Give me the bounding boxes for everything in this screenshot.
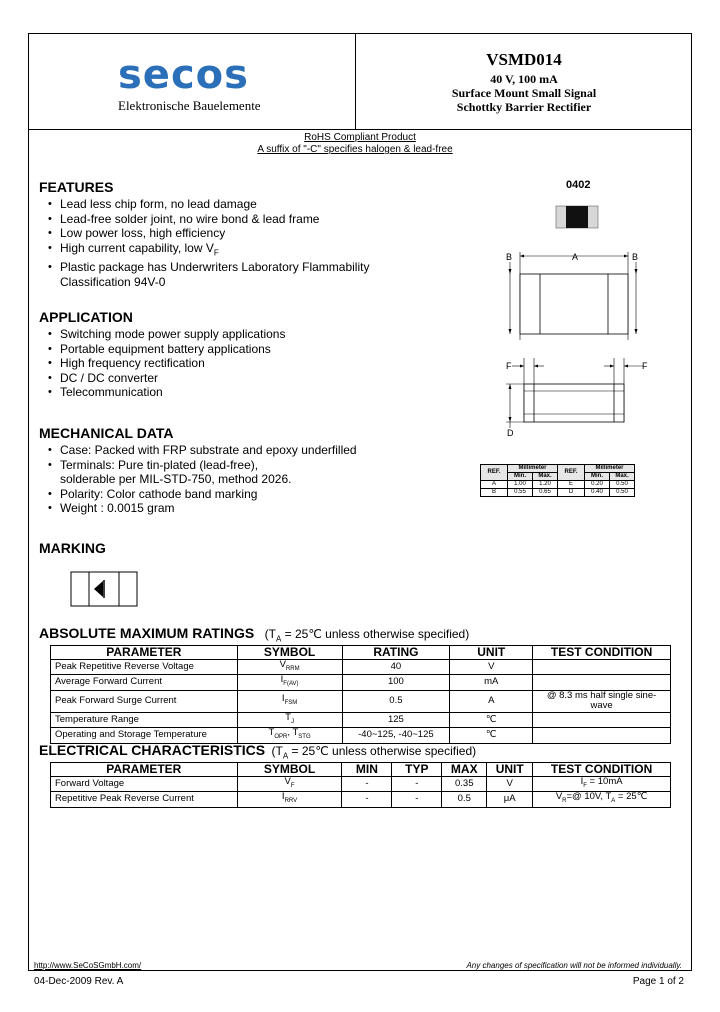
table-row: Temperature Range $T_J$ 125 ℃	[51, 712, 671, 727]
dim-label-b-right: B	[632, 252, 639, 262]
abs-max-table: PARAMETER SYMBOL RATING UNIT TEST CONDITION Peak Repetitive Reverse Voltage $V_{RRM}$ 40 V Average Forward Current $I_{F(AV)}$ 100 mA Peak Forward Surge Current $I_{FSM}$ 0.5 A @ 8.3 ms half single sine-wave Temperature Range $T_J$ 125 ℃ Operating and Storage Temperature $T_{OPR}$, $T_{STG}$ -40~125, -40~125 ℃	[50, 645, 671, 744]
feature-item: • Lead less chip form, no lead damage	[48, 197, 369, 212]
feature-item: • Plastic package has Underwriters Laboratory Flammability Classification 94V-0	[48, 260, 369, 289]
dim-header-max: Max.	[533, 473, 558, 481]
table-row: Operating and Storage Temperature $T_{OPR}$, $T_{STG}$ -40~125, -40~125 ℃	[51, 728, 671, 743]
dim-label-d: D	[507, 428, 514, 438]
application-item: • Portable equipment battery applications	[48, 342, 285, 357]
application-list	[48, 327, 285, 400]
application-item: • DC / DC converter	[48, 371, 285, 386]
dim-header-ref-2: REF.	[558, 465, 585, 481]
mechanical-item: • Case: Packed with FRP substrate and epoxy underfilled	[48, 443, 357, 458]
elec-table: PARAMETER SYMBOL MIN TYP MAX UNIT TEST CONDITION Forward Voltage $V_F$ - - 0.35 V $I_F = 10mA$ Repetitive Peak Reverse Current $I_{RRV}$ - - 0.5 μA $V_R=@$ 10V, $T_A$ = 25℃	[50, 762, 671, 808]
mechanical-title: MECHANICAL DATA	[39, 425, 174, 441]
table-row: A 1.00 1.20 E 0.20 0.50	[481, 481, 635, 489]
part-desc-2: Schottky Barrier Rectifier	[456, 100, 592, 114]
footer-date: 04-Dec-2009 Rev. A	[34, 976, 124, 987]
features-list	[48, 197, 369, 289]
dim-header-max-2: Max.	[610, 473, 635, 481]
dim-header-mm: Millimeter	[508, 465, 558, 473]
table-row: Repetitive Peak Reverse Current $I_{RRV}$ - - 0.5 μA $V_R=@$ 10V, $T_A$ = 25℃	[51, 792, 671, 807]
elec-title: ELECTRICAL CHARACTERISTICS	[39, 742, 266, 758]
marking-diagram	[70, 571, 138, 607]
application-item: • High frequency rectification	[48, 356, 285, 371]
part-desc-1: Surface Mount Small Signal	[451, 86, 597, 100]
abs-max-title: ABSOLUTE MAXIMUM RATINGS	[39, 625, 255, 641]
mechanical-item: • Weight : 0.0015 gram	[48, 501, 357, 516]
brand-subtitle: Elektronische Bauelemente	[118, 98, 261, 113]
application-item: • Telecommunication	[48, 385, 285, 400]
marking-title: MARKING	[39, 540, 106, 556]
package-top-view	[496, 248, 646, 342]
package-name: 0402	[566, 179, 591, 191]
dim-header-min-2: Min.	[585, 473, 610, 481]
footer-url[interactable]: http://www.SeCoSGmbH.com/	[34, 961, 142, 970]
abs-max-heading	[39, 625, 469, 643]
application-item: • Switching mode power supply applications	[48, 327, 285, 342]
feature-item: • Low power loss, high efficiency	[48, 226, 369, 241]
dim-header-min: Min.	[508, 473, 533, 481]
feature-item: • Lead-free solder joint, no wire bond & lead frame	[48, 212, 369, 227]
dim-label-f-left: F	[506, 361, 512, 371]
elec-condition: ($T_A$ = 25℃ unless otherwise specified)	[271, 744, 477, 761]
abs-max-condition: ($T_A$ = 25℃ unless otherwise specified)	[264, 627, 470, 644]
table-row: Peak Repetitive Reverse Voltage $V_{RRM}$ 40 V	[51, 660, 671, 675]
dimension-table	[480, 464, 635, 497]
dim-label-f-right: F	[642, 361, 648, 371]
package-side-view	[496, 356, 656, 440]
part-rating: 40 V, 100 mA	[490, 72, 558, 86]
dim-label-b-left: B	[506, 252, 513, 262]
footer-notice: Any changes of specification will not be informed individually.	[466, 961, 682, 970]
table-row: B 0.55 0.65 D 0.40 0.50	[481, 489, 635, 497]
mechanical-list	[48, 443, 357, 516]
features-title: FEATURES	[39, 179, 114, 195]
dim-header-mm-2: Millimeter	[585, 465, 635, 473]
feature-item: • High current capability, low $V_F$	[48, 241, 369, 261]
footer-page: Page 1 of 2	[632, 976, 684, 987]
dim-label-a: A	[572, 252, 579, 262]
dim-header-ref: REF.	[481, 465, 508, 481]
header-divider	[28, 129, 692, 130]
mechanical-item: • Terminals: Pure tin-plated (lead-free), solderable per MIL-STD-750, method 2026.	[48, 458, 357, 487]
rohs-line-1: RoHS Compliant Product	[304, 132, 416, 143]
table-row: Forward Voltage $V_F$ - - 0.35 V $I_F = 10mA$	[51, 777, 671, 792]
table-row: Average Forward Current $I_{F(AV)}$ 100 mA	[51, 675, 671, 690]
part-number: VSMD014	[486, 50, 562, 69]
brand-logo: secos	[118, 52, 249, 98]
package-chip-icon	[555, 205, 599, 229]
elec-heading	[39, 742, 476, 760]
mechanical-item: • Polarity: Color cathode band marking	[48, 487, 357, 502]
rohs-line-2: A suffix of "-C" specifies halogen & lead-free	[257, 144, 453, 155]
table-row: Peak Forward Surge Current $I_{FSM}$ 0.5 A @ 8.3 ms half single sine-wave	[51, 690, 671, 712]
application-title: APPLICATION	[39, 309, 133, 325]
